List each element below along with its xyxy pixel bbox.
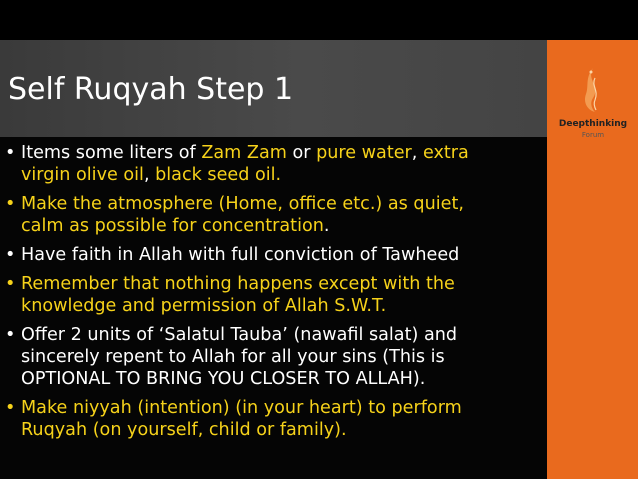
- bullet-marker: •: [5, 194, 16, 214]
- bullet-line: [21, 164, 544, 186]
- flame-icon: [555, 60, 631, 120]
- text-segment: Offer 2 units of ‘Salatul Tauba’ (nawafil salat) and: [21, 325, 458, 345]
- bullet-line: [21, 324, 544, 346]
- bullet-marker: •: [5, 143, 16, 163]
- logo-subtitle: Forum: [581, 131, 605, 139]
- bullet-line: [21, 295, 544, 317]
- text-segment: black seed oil.: [155, 165, 282, 185]
- bullet-line: [21, 368, 544, 390]
- text-segment: knowledge and permission of Allah S.W.T.: [21, 296, 387, 316]
- bullet-item: [4, 273, 544, 317]
- text-segment: Items some liters of: [21, 143, 202, 163]
- text-segment: Zam Zam: [201, 143, 287, 163]
- bullet-marker: •: [5, 398, 16, 418]
- text-segment: Make the atmosphere (Home, office etc.) as quiet,: [21, 194, 464, 214]
- slide-title: Self Ruqyah Step 1: [8, 72, 294, 107]
- text-segment: .: [323, 216, 330, 236]
- text-segment: Have faith in Allah with full conviction of Tawheed: [21, 245, 460, 265]
- bullet-line: [21, 244, 544, 266]
- text-segment: virgin olive oil: [21, 165, 144, 185]
- bullet-list: [4, 142, 544, 448]
- text-segment: sincerely repent to Allah for all your sins (This is: [21, 347, 445, 367]
- text-segment: Ruqyah (on yourself, child or family).: [21, 420, 347, 440]
- bullet-line: [21, 397, 544, 419]
- text-segment: ,: [411, 143, 423, 163]
- text-segment: OPTIONAL TO BRING YOU CLOSER TO ALLAH).: [21, 369, 426, 389]
- bullet-line: [21, 193, 544, 215]
- bullet-item: [4, 324, 544, 390]
- text-segment: pure water: [316, 143, 412, 163]
- bullet-marker: •: [5, 325, 16, 345]
- bullet-line: [21, 419, 544, 441]
- bullet-item: [4, 193, 544, 237]
- top-band: [0, 0, 638, 40]
- bullet-marker: •: [5, 274, 16, 294]
- text-segment: Make niyyah (intention) (in your heart) to perform: [21, 398, 462, 418]
- bullet-line: [21, 346, 544, 368]
- brand-logo: [555, 60, 631, 170]
- bullet-item: [4, 244, 544, 266]
- text-segment: calm as possible for concentration: [21, 216, 324, 236]
- bullet-line: [21, 215, 544, 237]
- bullet-item: [4, 397, 544, 441]
- accent-panel: [547, 40, 638, 479]
- text-segment: Remember that nothing happens except with the: [21, 274, 455, 294]
- text-segment: extra: [422, 143, 469, 163]
- logo-name: Deepthinking: [558, 119, 628, 129]
- text-segment: ,: [143, 165, 156, 185]
- bullet-item: [4, 142, 544, 186]
- bullet-line: [21, 273, 544, 295]
- bullet-line: [21, 142, 544, 164]
- text-segment: or: [286, 143, 317, 163]
- bullet-marker: •: [5, 245, 16, 265]
